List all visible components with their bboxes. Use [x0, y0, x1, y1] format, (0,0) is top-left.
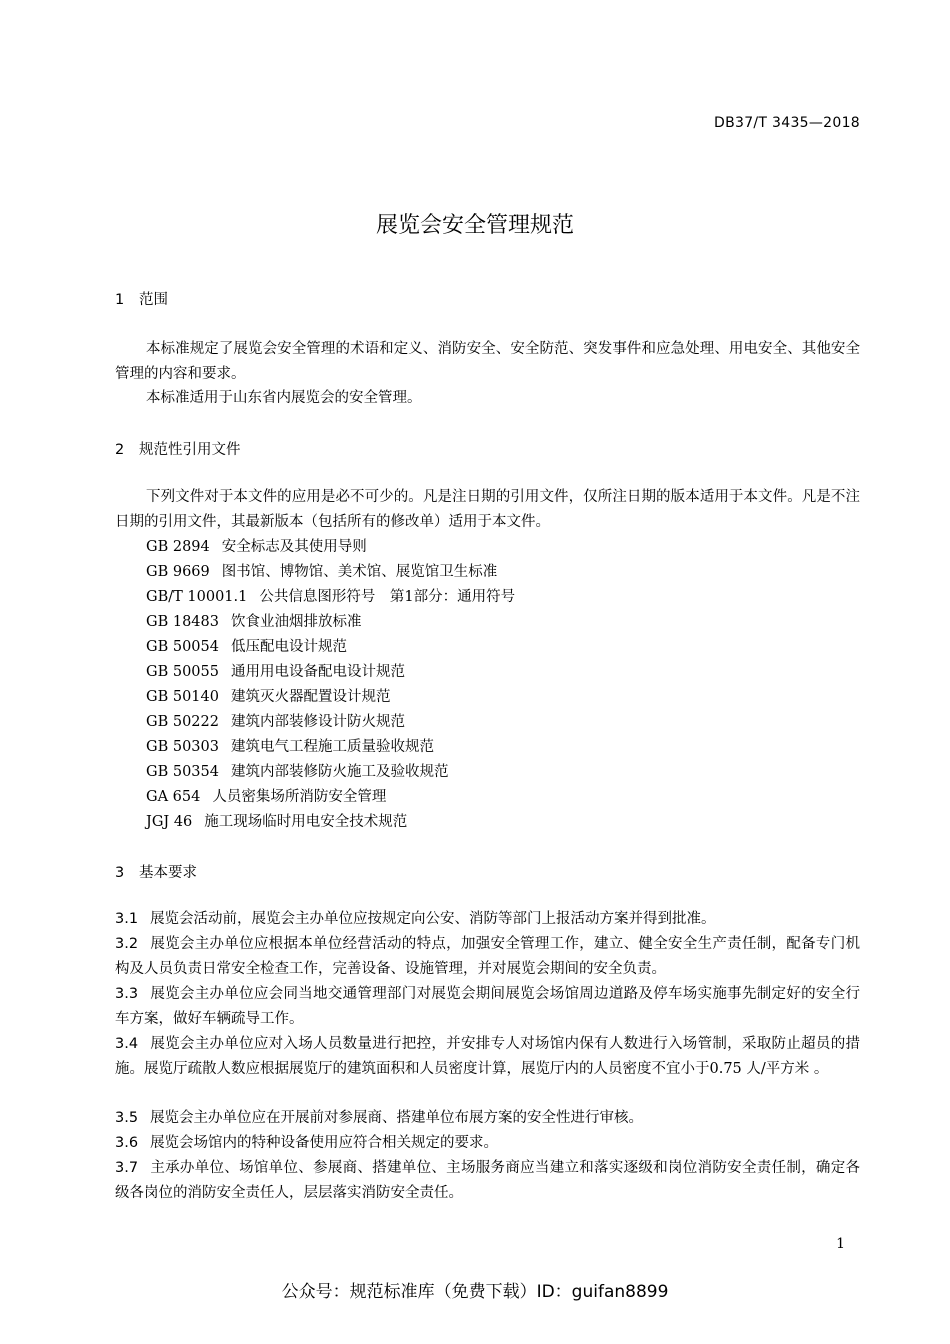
section-heading-basic-requirements [115, 861, 197, 882]
reference-title: 人员密集场所消防安全管理 [212, 789, 387, 805]
reference-title: 饮食业油烟排放标准 [230, 614, 362, 630]
section-title: 范围 [139, 292, 168, 308]
reference-title: 建筑内部装修防火施工及验收规范 [230, 764, 449, 780]
reference-code: GB 50055 [146, 664, 219, 680]
clause [115, 1032, 860, 1082]
reference-title: 建筑电气工程施工质量验收规范 [230, 739, 434, 755]
section-number: 1 [115, 292, 125, 308]
clause-number: 3.7 [115, 1160, 139, 1176]
paragraph: 下列文件对于本文件的应用是必不可少的。凡是注日期的引用文件，仅所注日期的版本适用于本文件。凡是不注日期的引用文件，其最新版本（包括所有的修改单）适用于本文件。 [115, 489, 860, 530]
reference-code: GB 50222 [146, 714, 219, 730]
reference-title: 安全标志及其使用导则 [221, 539, 367, 555]
section-title: 基本要求 [139, 865, 197, 881]
section-number: 2 [115, 442, 125, 458]
clause [115, 982, 860, 1032]
clause-text: 展览会主办单位应在开展前对参展商、搭建单位布展方案的安全性进行审核。 [150, 1110, 644, 1126]
reference-code: GB/T 10001.1 [146, 589, 248, 605]
section-number: 3 [115, 865, 125, 881]
reference-item [146, 560, 497, 581]
reference-code: GB 50140 [146, 689, 219, 705]
clause-number: 3.2 [115, 936, 139, 952]
reference-title: 图书馆、博物馆、美术馆、展览馆卫生标准 [221, 564, 498, 580]
clause [115, 1131, 860, 1156]
reference-item [146, 635, 347, 656]
clause-text: 主承办单位、场馆单位、参展商、搭建单位、主场服务商应当建立和落实逐级和岗位消防安全责任制，确定各级各岗位的消防安全责任人，层层落实消防安全责任。 [115, 1160, 860, 1201]
section-heading-scope [115, 288, 168, 309]
reference-item [146, 685, 390, 706]
reference-title: 施工现场临时用电安全技术规范 [204, 814, 408, 830]
reference-item [146, 660, 405, 681]
reference-item [146, 785, 386, 806]
clause-text: 展览会场馆内的特种设备使用应符合相关规定的要求。 [150, 1135, 499, 1151]
clause-number: 3.1 [115, 911, 139, 927]
clause [115, 907, 860, 932]
document-title: 展览会安全管理规范 [375, 213, 574, 238]
reference-code: GB 50303 [146, 739, 219, 755]
reference-code: GB 50054 [146, 639, 219, 655]
clause-number: 3.4 [115, 1036, 139, 1052]
reference-item [146, 710, 405, 731]
reference-title: 通用用电设备配电设计规范 [230, 664, 405, 680]
clause-text: 展览会主办单位应对入场人员数量进行把控，并安排专人对场馆内保有人数进行入场管制，采取防止超员的措施。展览厅疏散人数应根据展览厅的建筑面积和人员密度计算，展览厅内的人员密度不宜小于0.75 人/平方米 。 [115, 1036, 860, 1077]
reference-title: 建筑内部装修设计防火规范 [230, 714, 405, 730]
paragraph: 本标准适用于山东省内展览会的安全管理。 [146, 390, 422, 406]
clause-number: 3.3 [115, 986, 139, 1002]
reference-code: GB 9669 [146, 564, 210, 580]
paragraph: 本标准规定了展览会安全管理的术语和定义、消防安全、安全防范、突发事件和应急处理、用电安全、其他安全管理的内容和要求。 [115, 341, 860, 382]
clause-text: 展览会主办单位应根据本单位经营活动的特点，加强安全管理工作，建立、健全安全生产责任制，配备专门机构及人员负责日常安全检查工作，完善设备、设施管理，并对展览会期间的安全负责。 [115, 936, 860, 977]
section-title: 规范性引用文件 [139, 442, 241, 458]
reference-title: 公共信息图形符号 第1部分：通用符号 [259, 589, 516, 605]
reference-item [146, 610, 361, 631]
reference-code: GB 50354 [146, 764, 219, 780]
page-number: 1 [836, 1236, 845, 1252]
reference-code: GA 654 [146, 789, 201, 805]
footer-watermark-text: 公众号：规范标准库（免费下载）ID：guifan8899 [281, 1282, 669, 1302]
reference-code: JGJ 46 [146, 814, 193, 830]
reference-item [146, 735, 434, 756]
clause-number: 3.6 [115, 1135, 139, 1151]
document-code: DB37/T 3435—2018 [714, 115, 860, 131]
reference-item [146, 760, 448, 781]
clause-text: 展览会活动前，展览会主办单位应按规定向公安、消防等部门上报活动方案并得到批准。 [150, 911, 716, 927]
reference-title: 低压配电设计规范 [230, 639, 347, 655]
reference-item [146, 585, 515, 606]
clause [115, 1156, 860, 1206]
reference-title: 建筑灭火器配置设计规范 [230, 689, 391, 705]
clause-number: 3.5 [115, 1110, 139, 1126]
clause-text: 展览会主办单位应会同当地交通管理部门对展览会期间展览会场馆周边道路及停车场实施事先制定好的安全行车方案，做好车辆疏导工作。 [115, 986, 860, 1027]
clause [115, 932, 860, 982]
reference-item [146, 535, 367, 556]
reference-code: GB 2894 [146, 539, 210, 555]
reference-item [146, 810, 407, 831]
reference-code: GB 18483 [146, 614, 219, 630]
clause [115, 1106, 860, 1131]
section-heading-normative-references [115, 438, 241, 459]
